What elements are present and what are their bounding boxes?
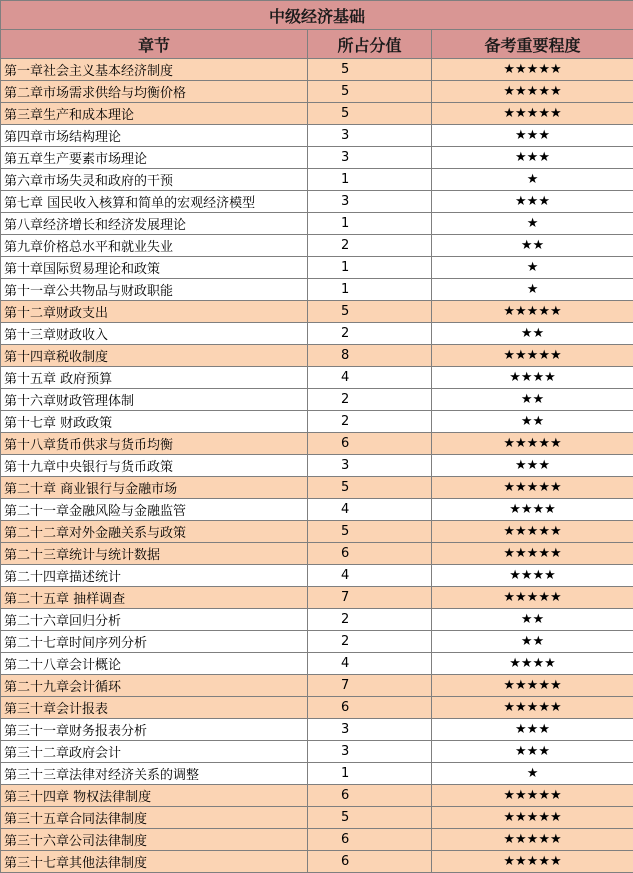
- chapter-cell[interactable]: 第二十五章 抽样调查: [1, 587, 308, 609]
- table-row: [1, 829, 633, 851]
- chapter-cell[interactable]: 第八章经济增长和经济发展理论: [1, 213, 308, 235]
- chapter-cell[interactable]: 第十九章中央银行与货币政策: [1, 455, 308, 477]
- importance-stars-cell[interactable]: ★★★★★: [432, 697, 633, 719]
- table-row: [1, 169, 633, 191]
- table-row: [1, 477, 633, 499]
- importance-stars-cell[interactable]: ★★★: [432, 125, 633, 147]
- chapter-cell[interactable]: 第二十六章回归分析: [1, 609, 308, 631]
- chapter-cell[interactable]: 第二十章 商业银行与金融市场: [1, 477, 308, 499]
- chapter-cell[interactable]: 第二十三章统计与统计数据: [1, 543, 308, 565]
- table-row: [1, 125, 633, 147]
- chapter-cell[interactable]: 第四章市场结构理论: [1, 125, 308, 147]
- chapter-cell[interactable]: 第二十九章会计循环: [1, 675, 308, 697]
- table-row: [1, 609, 633, 631]
- importance-stars-cell[interactable]: ★: [432, 763, 633, 785]
- table-row: [1, 807, 633, 829]
- importance-stars-cell[interactable]: ★★★★★: [432, 433, 633, 455]
- header-importance[interactable]: 备考重要程度: [432, 30, 633, 59]
- chapter-cell[interactable]: 第十三章财政收入: [1, 323, 308, 345]
- chapter-cell[interactable]: 第九章价格总水平和就业失业: [1, 235, 308, 257]
- table-row: [1, 851, 633, 873]
- table-row: [1, 455, 633, 477]
- score-cell[interactable]: 2: [308, 235, 432, 257]
- chapter-cell[interactable]: 第五章生产要素市场理论: [1, 147, 308, 169]
- importance-stars-cell[interactable]: ★★★: [432, 147, 633, 169]
- table-row: [1, 719, 633, 741]
- table-row: [1, 257, 633, 279]
- chapter-cell[interactable]: 第三章生产和成本理论: [1, 103, 308, 125]
- table-row: [1, 763, 633, 785]
- importance-stars-cell[interactable]: ★★: [432, 411, 633, 433]
- chapter-cell[interactable]: 第三十七章其他法律制度: [1, 851, 308, 873]
- score-cell[interactable]: 5: [308, 521, 432, 543]
- score-cell[interactable]: 4: [308, 367, 432, 389]
- header-chapter[interactable]: 章节: [1, 30, 308, 59]
- importance-stars-cell[interactable]: ★★: [432, 323, 633, 345]
- table-row: [1, 323, 633, 345]
- table-row: [1, 389, 633, 411]
- table-title[interactable]: 中级经济基础: [1, 1, 633, 30]
- score-cell[interactable]: 8: [308, 345, 432, 367]
- chapter-cell[interactable]: 第一章社会主义基本经济制度: [1, 59, 308, 81]
- chapter-cell[interactable]: 第十二章财政支出: [1, 301, 308, 323]
- score-cell[interactable]: 5: [308, 807, 432, 829]
- chapter-cell[interactable]: 第三十四章 物权法律制度: [1, 785, 308, 807]
- score-cell[interactable]: 6: [308, 433, 432, 455]
- score-cell[interactable]: 7: [308, 675, 432, 697]
- importance-stars-cell[interactable]: ★★★★★: [432, 345, 633, 367]
- table-row: [1, 103, 633, 125]
- importance-stars-cell[interactable]: ★★★: [432, 455, 633, 477]
- importance-stars-cell[interactable]: ★: [432, 279, 633, 301]
- table-row: [1, 543, 633, 565]
- score-cell[interactable]: 5: [308, 301, 432, 323]
- chapter-cell[interactable]: 第七章 国民收入核算和简单的宏观经济模型: [1, 191, 308, 213]
- table-row: [1, 279, 633, 301]
- score-cell[interactable]: 2: [308, 389, 432, 411]
- table-row: [1, 587, 633, 609]
- importance-stars-cell[interactable]: ★★★★★: [432, 301, 633, 323]
- table-row: [1, 675, 633, 697]
- chapter-cell[interactable]: 第二十四章描述统计: [1, 565, 308, 587]
- importance-stars-cell[interactable]: ★★★★★: [432, 81, 633, 103]
- chapter-cell[interactable]: 第二十八章会计概论: [1, 653, 308, 675]
- table-row: [1, 521, 633, 543]
- score-cell[interactable]: 5: [308, 81, 432, 103]
- score-cell[interactable]: 2: [308, 631, 432, 653]
- score-cell[interactable]: 3: [308, 455, 432, 477]
- importance-stars-cell[interactable]: ★★★★★: [432, 851, 633, 873]
- score-cell[interactable]: 3: [308, 125, 432, 147]
- table-row: [1, 367, 633, 389]
- table-row: [1, 697, 633, 719]
- score-cell[interactable]: 6: [308, 851, 432, 873]
- chapter-cell[interactable]: 第二十二章对外金融关系与政策: [1, 521, 308, 543]
- chapter-cell[interactable]: 第二十一章金融风险与金融监管: [1, 499, 308, 521]
- chapter-cell[interactable]: 第十一章公共物品与财政职能: [1, 279, 308, 301]
- chapter-cell[interactable]: 第三十一章财务报表分析: [1, 719, 308, 741]
- table-row: [1, 499, 633, 521]
- score-cell[interactable]: 1: [308, 213, 432, 235]
- score-cell[interactable]: 6: [308, 543, 432, 565]
- chapter-cell[interactable]: 第十七章 财政政策: [1, 411, 308, 433]
- score-cell[interactable]: 1: [308, 279, 432, 301]
- score-cell[interactable]: 6: [308, 829, 432, 851]
- score-cell[interactable]: 2: [308, 609, 432, 631]
- chapter-cell[interactable]: 第十五章 政府预算: [1, 367, 308, 389]
- chapter-cell[interactable]: 第十六章财政管理体制: [1, 389, 308, 411]
- table-row: [1, 433, 633, 455]
- table-row: [1, 411, 633, 433]
- table-body: [1, 59, 633, 873]
- table-row: [1, 631, 633, 653]
- importance-stars-cell[interactable]: ★: [432, 169, 633, 191]
- table-row: [1, 213, 633, 235]
- importance-stars-cell[interactable]: ★★★: [432, 741, 633, 763]
- chapter-cell[interactable]: 第三十五章合同法律制度: [1, 807, 308, 829]
- score-cell[interactable]: 6: [308, 697, 432, 719]
- importance-stars-cell[interactable]: ★★★★★: [432, 587, 633, 609]
- importance-stars-cell[interactable]: ★★: [432, 235, 633, 257]
- chapter-cell[interactable]: 第二章市场需求供给与均衡价格: [1, 81, 308, 103]
- importance-stars-cell[interactable]: ★★★★★: [432, 543, 633, 565]
- chapter-cell[interactable]: 第二十七章时间序列分析: [1, 631, 308, 653]
- score-cell[interactable]: 1: [308, 257, 432, 279]
- chapter-cell[interactable]: 第三十章会计报表: [1, 697, 308, 719]
- table-row: [1, 81, 633, 103]
- table-row: [1, 147, 633, 169]
- chapter-cell[interactable]: 第十章国际贸易理论和政策: [1, 257, 308, 279]
- importance-stars-cell[interactable]: ★★: [432, 609, 633, 631]
- importance-stars-cell[interactable]: ★★★★★: [432, 675, 633, 697]
- chapter-cell[interactable]: 第三十六章公司法律制度: [1, 829, 308, 851]
- score-cell[interactable]: 7: [308, 587, 432, 609]
- score-cell[interactable]: 2: [308, 411, 432, 433]
- score-cell[interactable]: 3: [308, 741, 432, 763]
- score-cell[interactable]: 4: [308, 565, 432, 587]
- table-row: [1, 653, 633, 675]
- header-score[interactable]: 所占分值: [308, 30, 432, 59]
- score-cell[interactable]: 5: [308, 59, 432, 81]
- table-row: [1, 59, 633, 81]
- table-row: [1, 301, 633, 323]
- importance-stars-cell[interactable]: ★★★★: [432, 565, 633, 587]
- importance-stars-cell[interactable]: ★★★: [432, 191, 633, 213]
- score-cell[interactable]: 3: [308, 719, 432, 741]
- importance-stars-cell[interactable]: ★★★★★: [432, 521, 633, 543]
- table-row: [1, 785, 633, 807]
- score-cell[interactable]: 1: [308, 763, 432, 785]
- chapter-cell[interactable]: 第十四章税收制度: [1, 345, 308, 367]
- score-cell[interactable]: 6: [308, 785, 432, 807]
- importance-stars-cell[interactable]: ★★★★: [432, 367, 633, 389]
- importance-stars-cell[interactable]: ★: [432, 257, 633, 279]
- importance-stars-cell[interactable]: ★★★★★: [432, 477, 633, 499]
- score-cell[interactable]: 5: [308, 103, 432, 125]
- table-row: [1, 235, 633, 257]
- importance-stars-cell[interactable]: ★★: [432, 389, 633, 411]
- chapter-cell[interactable]: 第三十三章法律对经济关系的调整: [1, 763, 308, 785]
- table-row: [1, 741, 633, 763]
- importance-stars-cell[interactable]: ★: [432, 213, 633, 235]
- score-cell[interactable]: 5: [308, 477, 432, 499]
- importance-stars-cell[interactable]: ★★★★: [432, 499, 633, 521]
- table-row: [1, 345, 633, 367]
- importance-stars-cell[interactable]: ★★★★★: [432, 103, 633, 125]
- importance-stars-cell[interactable]: ★★★★★: [432, 829, 633, 851]
- importance-stars-cell[interactable]: ★★★★: [432, 653, 633, 675]
- score-cell[interactable]: 2: [308, 323, 432, 345]
- table-row: [1, 191, 633, 213]
- importance-stars-cell[interactable]: ★★★: [432, 719, 633, 741]
- chapter-cell[interactable]: 第六章市场失灵和政府的干预: [1, 169, 308, 191]
- score-cell[interactable]: 3: [308, 191, 432, 213]
- score-cell[interactable]: 1: [308, 169, 432, 191]
- importance-stars-cell[interactable]: ★★★★★: [432, 807, 633, 829]
- chapter-cell[interactable]: 第十八章货币供求与货币均衡: [1, 433, 308, 455]
- score-cell[interactable]: 3: [308, 147, 432, 169]
- importance-stars-cell[interactable]: ★★★★★: [432, 59, 633, 81]
- importance-stars-cell[interactable]: ★★: [432, 631, 633, 653]
- chapter-cell[interactable]: 第三十二章政府会计: [1, 741, 308, 763]
- score-cell[interactable]: 4: [308, 499, 432, 521]
- importance-stars-cell[interactable]: ★★★★★: [432, 785, 633, 807]
- score-cell[interactable]: 4: [308, 653, 432, 675]
- table-row: [1, 565, 633, 587]
